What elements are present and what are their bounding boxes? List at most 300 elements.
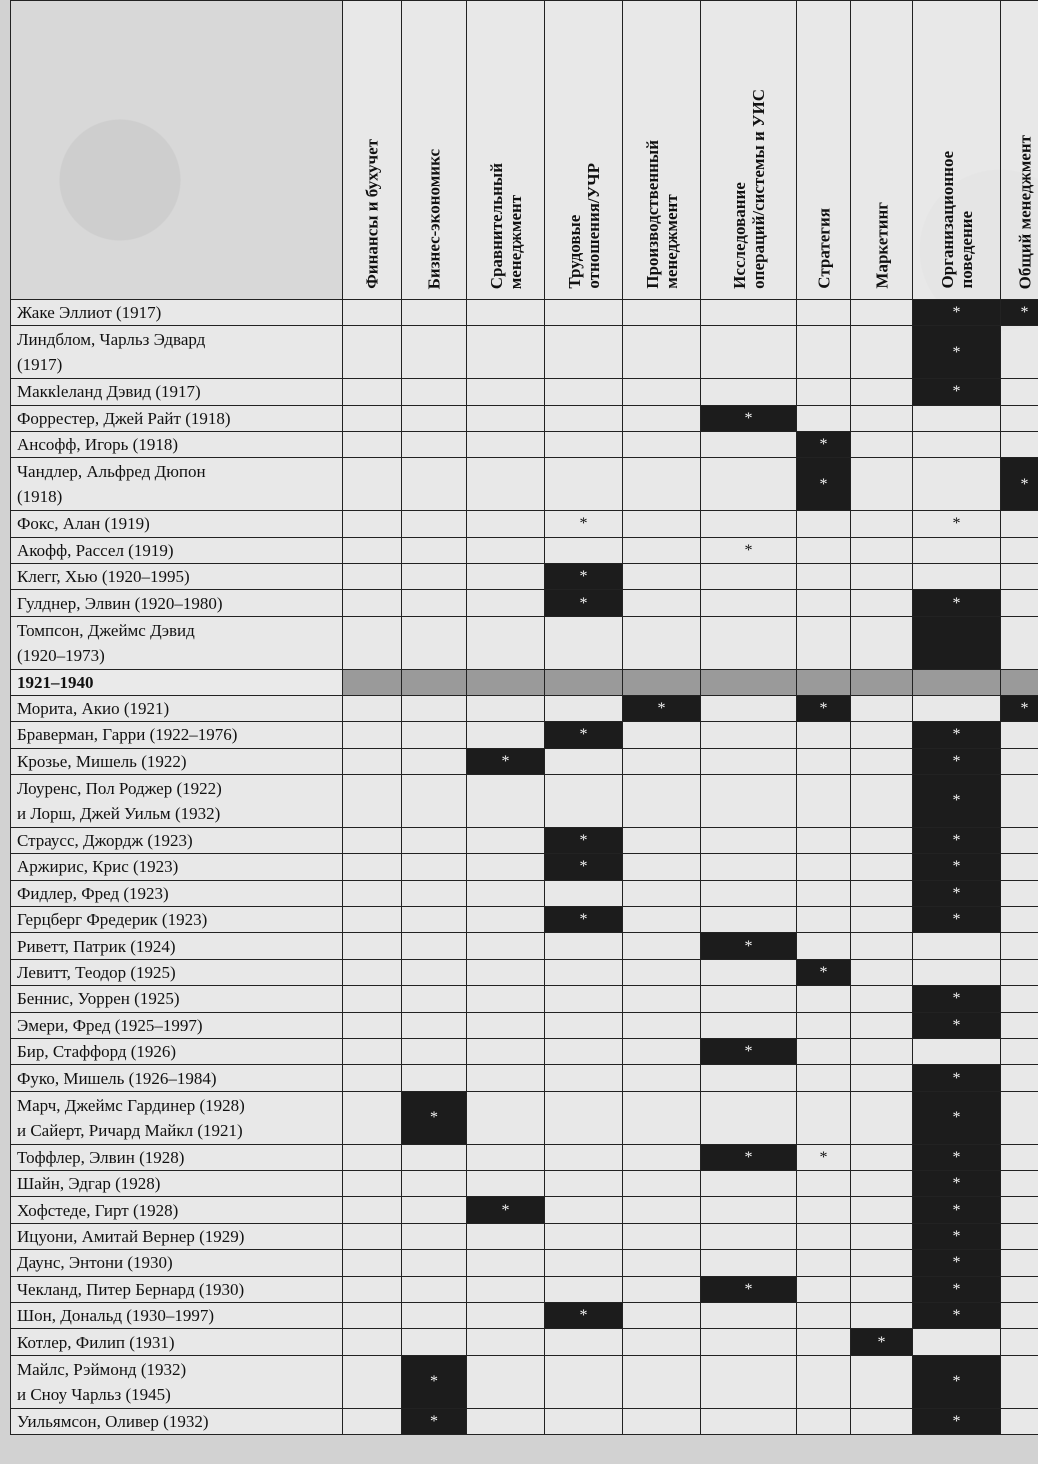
person-name: Маккleланд Дэвид (1917) <box>11 379 343 405</box>
grid-cell <box>545 590 623 616</box>
person-name: Чандлер, Альфред Дюпон (1918) <box>11 458 343 511</box>
grid-cell <box>343 379 402 405</box>
grid-cell <box>623 590 701 616</box>
grid-cell <box>467 511 545 537</box>
grid-cell <box>797 669 851 695</box>
mark-asterisk: * <box>579 858 588 876</box>
grid-cell <box>1001 1408 1038 1434</box>
table-row <box>11 722 1038 748</box>
grid-cell <box>402 1065 467 1091</box>
mark-asterisk: * <box>952 1069 961 1087</box>
grid-cell <box>343 1355 402 1408</box>
mark-asterisk: * <box>952 884 961 902</box>
grid-cell <box>623 986 701 1012</box>
grid-cell <box>402 511 467 537</box>
grid-cell <box>545 511 623 537</box>
grid-cell <box>701 1197 797 1223</box>
grid-cell <box>467 1355 545 1408</box>
table-row <box>11 907 1038 933</box>
grid-cell <box>1001 907 1038 933</box>
grid-cell <box>913 1329 1001 1355</box>
grid-cell <box>1001 616 1038 669</box>
mark-asterisk: * <box>819 964 828 982</box>
grid-cell <box>623 695 701 721</box>
grid-cell <box>467 537 545 563</box>
mark-asterisk: * <box>952 1201 961 1219</box>
table-row <box>11 1250 1038 1276</box>
mark-asterisk: * <box>430 1412 438 1430</box>
grid-cell <box>701 431 797 457</box>
grid-cell <box>467 563 545 589</box>
grid-cell <box>797 722 851 748</box>
grid-cell <box>797 458 851 511</box>
grid-cell <box>402 1302 467 1328</box>
grid-cell <box>851 775 913 828</box>
grid-cell <box>1001 458 1038 511</box>
grid-cell <box>467 695 545 721</box>
grid-cell <box>467 1065 545 1091</box>
grid-cell <box>343 1091 402 1144</box>
person-name: Левитт, Теодор (1925) <box>11 959 343 985</box>
person-name: Хофстеде, Гирт (1928) <box>11 1197 343 1223</box>
grid-cell <box>851 1355 913 1408</box>
grid-cell <box>545 379 623 405</box>
mark-asterisk: * <box>952 1109 961 1127</box>
grid-cell <box>851 300 913 326</box>
table-row <box>11 959 1038 985</box>
mark-asterisk: * <box>579 726 588 744</box>
grid-cell <box>467 405 545 431</box>
grid-cell <box>913 907 1001 933</box>
grid-cell <box>797 1197 851 1223</box>
grid-cell <box>701 405 797 431</box>
grid-cell <box>467 907 545 933</box>
mark-asterisk: * <box>952 594 961 612</box>
grid-cell <box>797 511 851 537</box>
grid-cell <box>851 1144 913 1170</box>
mark-asterisk: * <box>952 858 961 876</box>
grid-cell <box>623 959 701 985</box>
mark-asterisk: * <box>744 1148 753 1166</box>
grid-cell <box>343 1276 402 1302</box>
grid-cell <box>467 748 545 774</box>
grid-cell <box>913 1170 1001 1196</box>
grid-cell <box>545 722 623 748</box>
table-row <box>11 748 1038 774</box>
grid-cell <box>701 326 797 379</box>
grid-cell <box>701 1091 797 1144</box>
mark-asterisk: * <box>579 911 588 929</box>
grid-cell <box>913 1197 1001 1223</box>
column-header <box>701 1 797 300</box>
grid-cell <box>701 722 797 748</box>
grid-cell <box>1001 1091 1038 1144</box>
grid-cell <box>545 563 623 589</box>
grid-cell <box>343 1223 402 1249</box>
table-row <box>11 933 1038 959</box>
person-name: Фуко, Мишель (1926–1984) <box>11 1065 343 1091</box>
grid-cell <box>467 1329 545 1355</box>
grid-cell <box>467 1012 545 1038</box>
grid-cell <box>467 933 545 959</box>
mark-asterisk: * <box>744 541 753 559</box>
grid-cell <box>913 695 1001 721</box>
grid-cell <box>467 986 545 1012</box>
grid-cell <box>343 1144 402 1170</box>
grid-cell <box>623 1039 701 1065</box>
grid-cell <box>851 933 913 959</box>
grid-cell <box>797 431 851 457</box>
grid-cell <box>545 1408 623 1434</box>
grid-cell <box>701 1355 797 1408</box>
column-header <box>913 1 1001 300</box>
table-row <box>11 1276 1038 1302</box>
mark-asterisk: * <box>952 832 961 850</box>
table-row <box>11 405 1038 431</box>
grid-cell <box>797 748 851 774</box>
grid-cell <box>701 616 797 669</box>
grid-cell <box>545 405 623 431</box>
person-name: Котлер, Филип (1931) <box>11 1329 343 1355</box>
person-name: Герцберг Фредерик (1923) <box>11 907 343 933</box>
grid-cell <box>402 563 467 589</box>
grid-cell <box>1001 933 1038 959</box>
mark-asterisk: * <box>952 515 961 533</box>
grid-cell <box>343 458 402 511</box>
grid-cell <box>343 722 402 748</box>
grid-cell <box>545 986 623 1012</box>
grid-cell <box>913 748 1001 774</box>
grid-cell <box>545 326 623 379</box>
grid-cell <box>467 326 545 379</box>
grid-cell <box>343 431 402 457</box>
grid-cell <box>402 854 467 880</box>
mark-asterisk: * <box>430 1109 438 1127</box>
column-header <box>545 1 623 300</box>
grid-cell <box>467 854 545 880</box>
mark-asterisk: * <box>952 1307 961 1325</box>
grid-cell <box>913 880 1001 906</box>
mark-asterisk: * <box>952 383 961 401</box>
mark-asterisk: * <box>579 594 588 612</box>
table-row <box>11 827 1038 853</box>
grid-cell <box>545 1329 623 1355</box>
grid-cell <box>701 1012 797 1038</box>
grid-cell <box>851 1091 913 1144</box>
grid-cell <box>343 695 402 721</box>
grid-cell <box>623 1197 701 1223</box>
mark-asterisk: * <box>952 1412 961 1430</box>
grid-cell <box>701 907 797 933</box>
grid-cell <box>1001 1197 1038 1223</box>
grid-cell <box>402 1408 467 1434</box>
table-row <box>11 986 1038 1012</box>
grid-cell <box>467 827 545 853</box>
grid-cell <box>1001 405 1038 431</box>
grid-cell <box>545 669 623 695</box>
grid-cell <box>1001 537 1038 563</box>
table-row <box>11 1144 1038 1170</box>
grid-cell <box>851 1197 913 1223</box>
grid-cell <box>851 1170 913 1196</box>
table-row <box>11 537 1038 563</box>
grid-cell <box>343 775 402 828</box>
mark-asterisk: * <box>744 409 753 427</box>
grid-cell <box>402 300 467 326</box>
grid-cell <box>701 379 797 405</box>
grid-cell <box>797 1170 851 1196</box>
grid-cell <box>402 933 467 959</box>
grid-cell <box>343 986 402 1012</box>
grid-cell <box>913 775 1001 828</box>
grid-cell <box>1001 1250 1038 1276</box>
grid-cell <box>913 1144 1001 1170</box>
grid-cell <box>343 616 402 669</box>
mark-asterisk: * <box>819 436 828 454</box>
grid-cell <box>913 616 1001 669</box>
grid-cell <box>913 563 1001 589</box>
column-header <box>797 1 851 300</box>
grid-cell <box>797 1250 851 1276</box>
grid-cell <box>343 907 402 933</box>
table-row <box>11 1408 1038 1434</box>
grid-cell <box>623 827 701 853</box>
grid-cell <box>797 775 851 828</box>
grid-cell <box>913 1355 1001 1408</box>
grid-cell <box>701 986 797 1012</box>
grid-cell <box>701 827 797 853</box>
grid-cell <box>467 1276 545 1302</box>
grid-cell <box>701 959 797 985</box>
grid-cell <box>545 1355 623 1408</box>
grid-cell <box>343 1408 402 1434</box>
column-header <box>467 1 545 300</box>
grid-cell <box>402 695 467 721</box>
grid-cell <box>402 405 467 431</box>
table-row <box>11 695 1038 721</box>
grid-cell <box>402 326 467 379</box>
grid-cell <box>545 1250 623 1276</box>
grid-cell <box>402 1329 467 1355</box>
grid-cell <box>701 1408 797 1434</box>
grid-cell <box>623 880 701 906</box>
grid-cell <box>701 933 797 959</box>
grid-cell <box>851 907 913 933</box>
person-name: Морита, Акио (1921) <box>11 695 343 721</box>
table-row <box>11 1355 1038 1408</box>
person-name: Форрестер, Джей Райт (1918) <box>11 405 343 431</box>
mark-asterisk: * <box>952 726 961 744</box>
grid-cell <box>545 1039 623 1065</box>
grid-cell <box>402 959 467 985</box>
person-name: Ансофф, Игорь (1918) <box>11 431 343 457</box>
grid-cell <box>467 590 545 616</box>
table-row <box>11 1329 1038 1355</box>
section-label: 1921–1940 <box>11 669 343 695</box>
grid-cell <box>913 537 1001 563</box>
column-header <box>402 1 467 300</box>
mark-asterisk: * <box>657 700 666 718</box>
grid-cell <box>402 1276 467 1302</box>
classification-table <box>10 0 1038 1435</box>
grid-cell <box>851 669 913 695</box>
column-header <box>851 1 913 300</box>
table-row <box>11 1197 1038 1223</box>
grid-cell <box>797 1355 851 1408</box>
grid-cell <box>1001 1355 1038 1408</box>
person-name: Аржирис, Крис (1923) <box>11 854 343 880</box>
table-body <box>11 300 1038 1435</box>
grid-cell <box>851 1012 913 1038</box>
grid-cell <box>797 1223 851 1249</box>
person-name: Фидлер, Фред (1923) <box>11 880 343 906</box>
grid-cell <box>343 511 402 537</box>
grid-cell <box>797 1329 851 1355</box>
mark-asterisk: * <box>952 304 961 322</box>
grid-cell <box>913 933 1001 959</box>
grid-cell <box>467 959 545 985</box>
grid-cell <box>545 1144 623 1170</box>
grid-cell <box>545 1065 623 1091</box>
grid-cell <box>467 431 545 457</box>
column-header-label: Организационное поведение <box>937 151 976 289</box>
person-name: Клегг, Хью (1920–1995) <box>11 563 343 589</box>
mark-asterisk: * <box>744 1280 753 1298</box>
grid-cell <box>851 1065 913 1091</box>
grid-cell <box>797 827 851 853</box>
grid-cell <box>623 1355 701 1408</box>
person-name: Линдблом, Чарльз Эдвард (1917) <box>11 326 343 379</box>
table-row <box>11 1170 1038 1196</box>
grid-cell <box>851 1329 913 1355</box>
grid-cell <box>623 616 701 669</box>
mark-asterisk: * <box>501 1201 510 1219</box>
grid-cell <box>851 431 913 457</box>
grid-cell <box>701 1276 797 1302</box>
grid-cell <box>1001 1065 1038 1091</box>
grid-cell <box>913 1039 1001 1065</box>
grid-cell <box>467 1408 545 1434</box>
grid-cell <box>1001 1170 1038 1196</box>
mark-asterisk: * <box>819 1148 828 1166</box>
grid-cell <box>1001 986 1038 1012</box>
grid-cell <box>913 590 1001 616</box>
grid-cell <box>623 405 701 431</box>
grid-cell <box>797 1302 851 1328</box>
grid-cell <box>402 1091 467 1144</box>
grid-cell <box>545 933 623 959</box>
grid-cell <box>402 1355 467 1408</box>
grid-cell <box>701 1329 797 1355</box>
table-row <box>11 854 1038 880</box>
mark-asterisk: * <box>952 1148 961 1166</box>
grid-cell <box>797 326 851 379</box>
grid-cell <box>343 880 402 906</box>
column-header-label: Финансы и бухучет <box>362 139 382 289</box>
table-row <box>11 1039 1038 1065</box>
grid-cell <box>623 669 701 695</box>
column-header-label: Общий менеджмент <box>1015 134 1034 289</box>
grid-cell <box>913 405 1001 431</box>
table-header-row <box>11 1 1038 300</box>
mark-asterisk: * <box>952 1175 961 1193</box>
grid-cell <box>1001 1276 1038 1302</box>
grid-cell <box>467 1144 545 1170</box>
grid-cell <box>913 959 1001 985</box>
grid-cell <box>623 1329 701 1355</box>
grid-cell <box>851 379 913 405</box>
grid-cell <box>545 458 623 511</box>
grid-cell <box>797 1012 851 1038</box>
grid-cell <box>402 722 467 748</box>
grid-cell <box>467 458 545 511</box>
grid-cell <box>545 1223 623 1249</box>
grid-cell <box>623 1144 701 1170</box>
grid-cell <box>402 1223 467 1249</box>
table-row <box>11 1012 1038 1038</box>
grid-cell <box>701 748 797 774</box>
grid-cell <box>343 563 402 589</box>
grid-cell <box>467 775 545 828</box>
grid-cell <box>701 590 797 616</box>
grid-cell <box>402 1012 467 1038</box>
table-row <box>11 326 1038 379</box>
table-row <box>11 379 1038 405</box>
grid-cell <box>797 907 851 933</box>
grid-cell <box>467 722 545 748</box>
mark-asterisk: * <box>744 1043 753 1061</box>
grid-cell <box>797 933 851 959</box>
person-name: Эмери, Фред (1925–1997) <box>11 1012 343 1038</box>
person-name: Риветт, Патрик (1924) <box>11 933 343 959</box>
grid-cell <box>913 854 1001 880</box>
person-name: Тоффлер, Элвин (1928) <box>11 1144 343 1170</box>
grid-cell <box>623 907 701 933</box>
grid-cell <box>851 1408 913 1434</box>
person-name: Бир, Стаффорд (1926) <box>11 1039 343 1065</box>
grid-cell <box>913 1091 1001 1144</box>
grid-cell <box>402 775 467 828</box>
mark-asterisk: * <box>579 515 588 533</box>
grid-cell <box>623 722 701 748</box>
grid-cell <box>913 1302 1001 1328</box>
grid-cell <box>797 1144 851 1170</box>
grid-cell <box>701 563 797 589</box>
mark-asterisk: * <box>579 832 588 850</box>
grid-cell <box>913 511 1001 537</box>
table-row <box>11 300 1038 326</box>
mark-asterisk: * <box>952 1227 961 1245</box>
grid-cell <box>545 827 623 853</box>
grid-cell <box>402 537 467 563</box>
grid-cell <box>1001 1223 1038 1249</box>
grid-cell <box>913 669 1001 695</box>
grid-cell <box>343 1012 402 1038</box>
grid-cell <box>797 854 851 880</box>
grid-cell <box>1001 695 1038 721</box>
grid-cell <box>545 1197 623 1223</box>
grid-cell <box>1001 431 1038 457</box>
table-row <box>11 1223 1038 1249</box>
person-name: Майлс, Рэймонд (1932) и Сноу Чарльз (1945) <box>11 1355 343 1408</box>
grid-cell <box>851 1302 913 1328</box>
grid-cell <box>797 1065 851 1091</box>
grid-cell <box>623 1065 701 1091</box>
column-header-label: Сравнительный менеджмент <box>486 162 525 289</box>
grid-cell <box>913 722 1001 748</box>
grid-cell <box>797 1039 851 1065</box>
grid-cell <box>701 1250 797 1276</box>
